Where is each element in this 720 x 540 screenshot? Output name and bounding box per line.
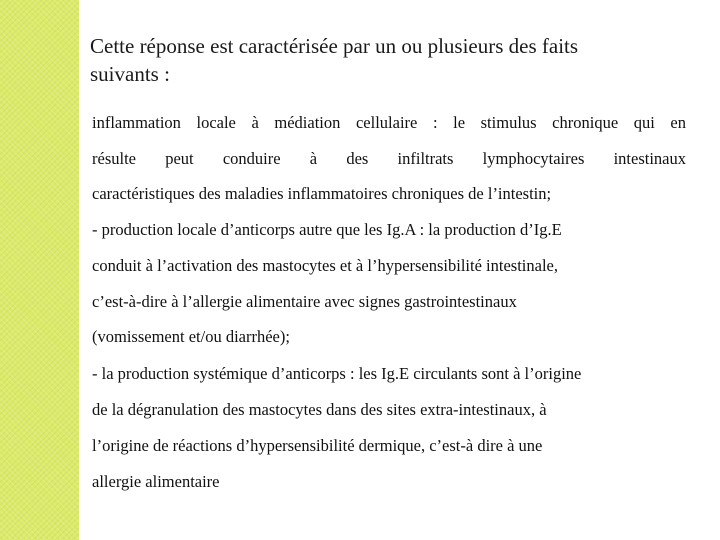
body-line: caractéristiques des maladies inflammatoires chroniques de l’intestin;: [92, 184, 552, 203]
body-line: inflammation locale à médiation cellulaire : le stimulus chronique qui en: [92, 113, 686, 132]
body-line: - la production systémique d’anticorps : les Ig.E circulants sont à l’origine: [92, 364, 582, 383]
decorative-side-band: [0, 0, 79, 540]
body-line: conduit à l’activation des mastocytes et à l’hypersensibilité intestinale,: [92, 256, 558, 275]
body-line: - production locale d’anticorps autre que les Ig.A : la production d’Ig.E: [92, 220, 562, 239]
body-line: l’origine de réactions d’hypersensibilité dermique, c’est-à dire à une: [92, 436, 543, 455]
slide-title-line-2: suivants :: [90, 62, 170, 86]
body-line: allergie alimentaire: [92, 472, 220, 491]
slide-title: [90, 32, 690, 88]
slide-title-line-1: Cette réponse est caractérisée par un ou plusieurs des faits: [90, 34, 579, 58]
body-line: c’est-à-dire à l’allergie alimentaire avec signes gastrointestinaux: [92, 292, 517, 311]
body-line: résulte peut conduire à des infiltrats lymphocytaires intestinaux: [92, 149, 686, 168]
body-line: (vomissement et/ou diarrhée);: [92, 327, 290, 346]
body-line: de la dégranulation des mastocytes dans des sites extra-intestinaux, à: [92, 400, 547, 419]
